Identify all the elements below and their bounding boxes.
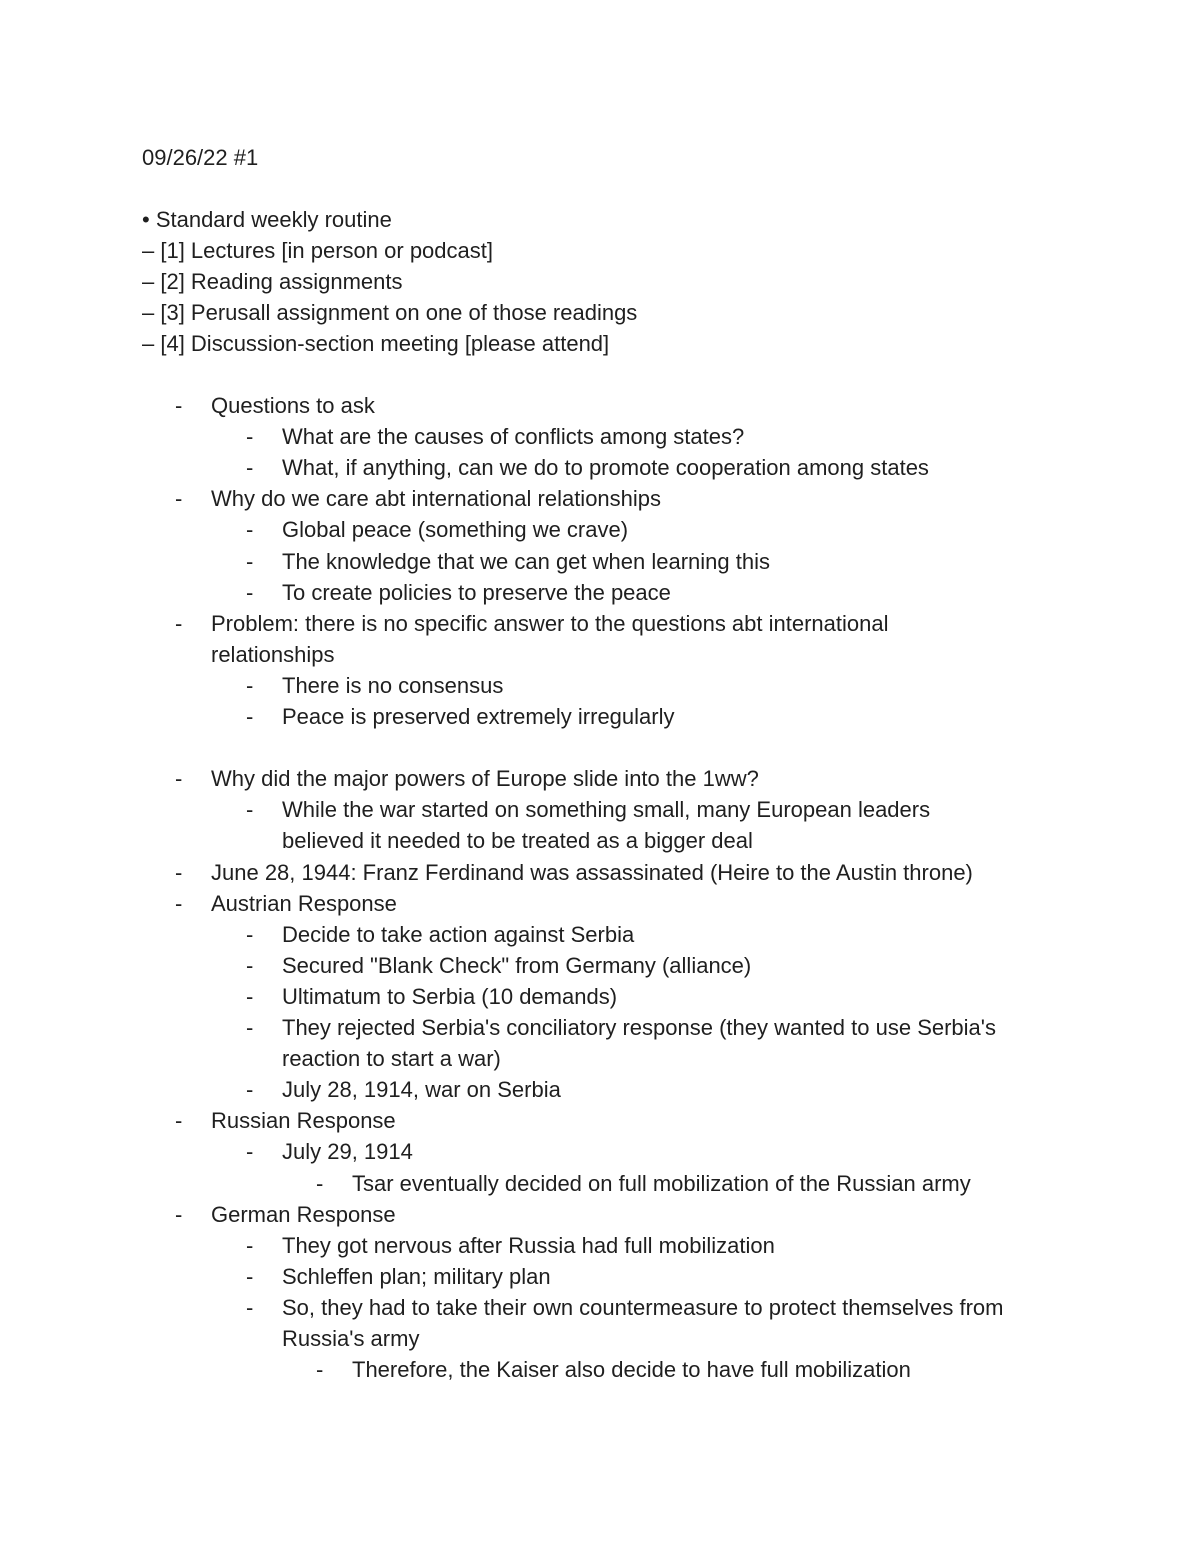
bullet-dash-icon: - (246, 1139, 254, 1165)
outline-item-level-2: Ultimatum to Serbia (10 demands) (282, 983, 618, 1009)
bullet-dash-icon: - (246, 1015, 254, 1040)
bullet-dash-icon: - (246, 952, 254, 978)
bullet-dash-icon: - (175, 610, 183, 636)
outline-item-level-2: reaction to start a war) (282, 1046, 501, 1072)
outline-item-level-1: German Response (211, 1201, 396, 1227)
bullet-dash-icon: - (246, 424, 254, 450)
outline-item-level-2: July 28, 1914, war on Serbia (282, 1077, 561, 1103)
bullet-dash-icon: - (175, 766, 183, 792)
bullet-dash-icon: - (175, 859, 183, 885)
bullet-dash-icon: - (175, 1108, 183, 1134)
outline-item-level-1: June 28, 1944: Franz Ferdinand was assassinated (Heire to the Austin throne) (211, 859, 973, 885)
outline-item-level-2: The knowledge that we can get when learning this (282, 548, 770, 574)
outline-item-level-2: Russia's army (282, 1326, 420, 1351)
outline-item-level-2: Schleffen plan; military plan (282, 1263, 551, 1289)
outline-item-level-3: Tsar eventually decided on full mobilization of the Russian army (352, 1170, 971, 1196)
bullet-dash-icon: - (316, 1357, 324, 1383)
routine-item: – [4] Discussion-section meeting [please attend] (142, 331, 610, 357)
bullet-dash-icon: - (246, 1294, 254, 1320)
bullet-dash-icon: - (175, 890, 183, 916)
outline-item-level-2: Global peace (something we crave) (282, 517, 629, 543)
bullet-dash-icon: - (316, 1170, 324, 1196)
outline-item-level-2: They got nervous after Russia had full mobilization (282, 1232, 775, 1258)
outline-item-level-2: What are the causes of conflicts among states? (282, 424, 745, 450)
bullet-dash-icon: - (246, 672, 254, 698)
bullet-dash-icon: - (175, 393, 183, 418)
outline-item-level-2: So, they had to take their own countermeasure to protect themselves from (282, 1294, 1004, 1320)
outline-item-level-1: relationships (211, 641, 335, 667)
outline-item-level-1: Why did the major powers of Europe slide into the 1ww? (211, 766, 759, 792)
bullet-dash-icon: - (246, 517, 254, 543)
routine-heading: • Standard weekly routine (142, 207, 392, 232)
outline-item-level-2: July 29, 1914 (282, 1139, 413, 1165)
outline-item-level-1: Problem: there is no specific answer to the questions abt international (211, 610, 889, 636)
bullet-dash-icon: - (246, 797, 254, 823)
bullet-dash-icon: - (246, 548, 254, 574)
outline-item-level-2: What, if anything, can we do to promote cooperation among states (282, 455, 929, 481)
outline-item-level-2: They rejected Serbia's conciliatory response (they wanted to use Serbia's (282, 1015, 996, 1040)
bullet-dash-icon: - (246, 704, 254, 729)
outline-item-level-1: Austrian Response (211, 890, 397, 916)
bullet-dash-icon: - (246, 983, 254, 1009)
outline-item-level-2: Peace is preserved extremely irregularly (282, 704, 675, 729)
routine-item: – [1] Lectures [in person or podcast] (142, 238, 493, 264)
outline-item-level-1: Russian Response (211, 1108, 396, 1134)
outline-item-level-2: While the war started on something small, many European leaders (282, 797, 931, 823)
outline-item-level-1: Questions to ask (211, 393, 375, 418)
bullet-dash-icon: - (175, 486, 183, 512)
outline-item-level-2: Decide to take action against Serbia (282, 921, 635, 947)
outline-item-level-2: To create policies to preserve the peace (282, 579, 671, 605)
bullet-dash-icon: - (246, 1232, 254, 1258)
outline-item-level-3: Therefore, the Kaiser also decide to have full mobilization (352, 1357, 911, 1383)
bullet-dash-icon: - (246, 1077, 254, 1103)
bullet-dash-icon: - (246, 579, 254, 605)
bullet-dash-icon: - (246, 455, 254, 481)
routine-item: – [3] Perusall assignment on one of those readings (142, 300, 638, 326)
routine-item: – [2] Reading assignments (142, 269, 403, 295)
outline-item-level-2: There is no consensus (282, 672, 504, 698)
bullet-dash-icon: - (175, 1201, 183, 1227)
date-heading: 09/26/22 #1 (142, 145, 259, 170)
bullet-dash-icon: - (246, 1263, 254, 1289)
outline-item-level-2: believed it needed to be treated as a bigger deal (282, 828, 753, 854)
outline-item-level-2: Secured "Blank Check" from Germany (alliance) (282, 952, 752, 978)
bullet-dash-icon: - (246, 921, 254, 947)
outline-item-level-1: Why do we care abt international relationships (211, 486, 662, 512)
